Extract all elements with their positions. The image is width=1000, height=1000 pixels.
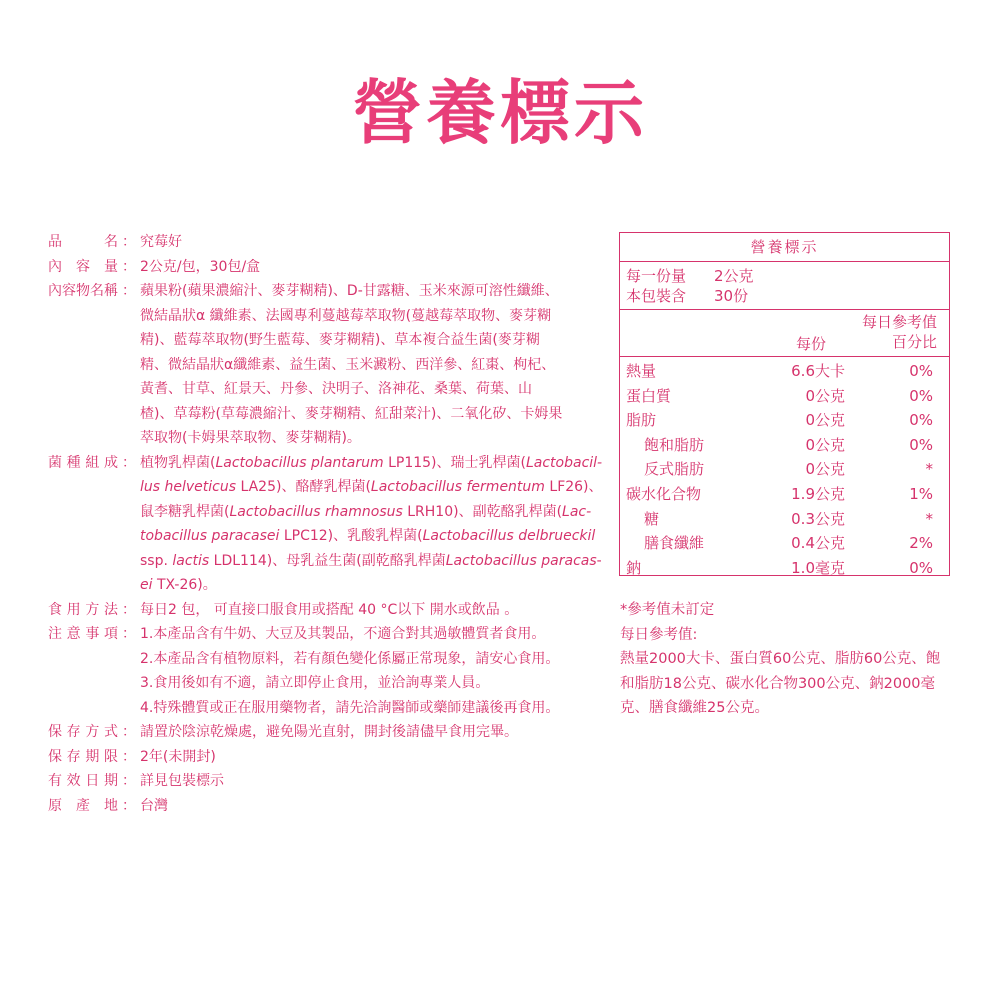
nutrient-daily-percent: 0% (909, 362, 933, 380)
info-value-line: 2.本產品含有植物原料，若有顏色變化係屬正常現象，請安心食用。 (140, 650, 560, 667)
nutrient-daily-percent: * (925, 509, 933, 528)
info-value-line: 精、微結晶狀α纖維素、益生菌、玉米澱粉、西洋參、紅棗、枸杞、 (140, 356, 556, 373)
info-value-line: 2年(未開封) (140, 748, 216, 765)
info-row (48, 769, 608, 794)
info-value-line: tobacillus paracasei LPC12)、乳酸乳桿菌(Lactobacillus delbrueckil (140, 528, 596, 544)
info-colon: ： (122, 724, 136, 740)
info-value-line: 究莓好 (140, 234, 182, 250)
nutrition-row (620, 457, 949, 482)
info-value-line: 詳見包裝標示 (140, 773, 224, 789)
info-value-line: 請置於陰涼乾燥處，避免陽光直射，開封後請儘早食用完畢。 (140, 724, 518, 740)
info-colon: ： (122, 797, 136, 814)
info-row (48, 598, 608, 623)
info-value (140, 279, 608, 451)
info-value-line: 1.本產品含有牛奶、大豆及其製品，不適合對其過敏體質者食用。 (140, 626, 546, 642)
nutrition-table-title: 營養標示 (620, 233, 949, 262)
nutrition-row (620, 482, 949, 507)
info-row (48, 451, 608, 598)
info-colon: ： (122, 601, 136, 618)
nutrient-value: 0.4公克 (791, 534, 845, 553)
info-label: 有效日期 (48, 773, 118, 789)
note-line: 每日參考值: (620, 626, 698, 643)
info-value-line: lus helveticus LA25)、酪酵乳桿菌(Lactobacillus fermentum LF26)、 (140, 479, 603, 495)
info-colon: ： (122, 454, 136, 471)
nutrient-value: 6.6大卡 (791, 362, 845, 380)
nutrition-row (620, 507, 949, 532)
info-value-line: 精)、藍莓萃取物(野生藍莓、麥芽糊精)、草本複合益生菌(麥芽糊 (140, 332, 540, 348)
nutrient-value: 0.3公克 (791, 509, 845, 528)
info-label: 保存方式 (48, 724, 118, 740)
info-value-line: 4.特殊體質或正在服用藥物者，請先洽詢醫師或藥師建議後再食用。 (140, 699, 560, 716)
nutrition-table (619, 232, 950, 576)
info-value (140, 745, 608, 770)
info-value (140, 230, 608, 255)
nutrition-notes (620, 598, 950, 721)
nutrition-header (620, 310, 949, 357)
serving-info (620, 262, 949, 310)
nutrition-row (620, 531, 949, 556)
info-value-line: 植物乳桿菌(Lactobacillus plantarum LP115)、瑞士乳桿菌(Lactobacil- (140, 454, 603, 471)
info-value-line: 鼠李糖乳桿菌(Lactobacillus rhamnosus LRH10)、副乾酪乳桿菌(Lac- (140, 503, 592, 520)
nutrition-row (620, 359, 949, 384)
servings-label: 本包裝含 (626, 287, 687, 305)
info-row (48, 255, 608, 280)
nutrient-daily-percent: 1% (909, 484, 933, 503)
info-value-line: 每日2 包， 可直接口服食用或搭配 40 °C以下 開水或飲品 。 (140, 601, 519, 618)
info-value-line: 楂)、草莓粉(草莓濃縮汁、麥芽糊精、紅甜菜汁)、二氧化矽、卡姆果 (140, 405, 563, 422)
note-line: 熱量2000大卡、蛋白質60公克、脂肪60公克、飽 (620, 651, 941, 667)
nutrient-value: 1.0毫克 (791, 558, 845, 577)
info-label: 注意事項 (48, 626, 118, 642)
info-value-line: 2公克/包，30包/盒 (140, 258, 261, 275)
nutrition-row (620, 433, 949, 458)
nutrient-name: 膳食纖維 (644, 534, 705, 553)
info-value (140, 769, 608, 794)
info-value-line: 台灣 (140, 797, 168, 814)
info-value (140, 598, 608, 623)
info-value (140, 622, 608, 720)
info-label: 原產地 (48, 797, 118, 814)
info-row (48, 279, 608, 451)
info-value (140, 794, 608, 819)
daily-value-header-line-2: 百分比 (891, 333, 937, 351)
serving-value: 2公克 (714, 267, 754, 285)
info-label: 內容量 (48, 258, 118, 275)
info-value (140, 451, 608, 598)
nutrition-row (620, 384, 949, 409)
nutrition-row (620, 556, 949, 581)
per-serving-header: 每份 (796, 335, 827, 353)
info-row (48, 230, 608, 255)
info-colon: ： (122, 773, 136, 789)
info-row (48, 794, 608, 819)
nutrient-daily-percent: 0% (909, 386, 933, 405)
nutrient-name: 熱量 (626, 362, 657, 380)
nutrient-name: 飽和脂肪 (644, 435, 705, 454)
info-value-line: 蘋果粉(蘋果濃縮汁、麥芽糊精)、D-甘露糖、玉米來源可溶性纖維、 (140, 283, 559, 299)
info-colon: ： (122, 258, 136, 275)
nutrition-row (620, 408, 949, 433)
servings-value: 30份 (714, 287, 749, 305)
info-value (140, 720, 608, 745)
info-colon: ： (122, 626, 136, 642)
info-colon: ： (122, 748, 136, 765)
info-value-line: ssp. lactis LDL114)、母乳益生菌(副乾酪乳桿菌Lactobacillus paracas- (140, 552, 602, 569)
serving-label: 每一份量 (626, 267, 687, 285)
nutrient-daily-percent: * (925, 460, 933, 479)
info-value-line: 萃取物(卡姆果萃取物、麥芽糊精)。 (140, 430, 361, 446)
info-label: 品名 (48, 234, 118, 250)
nutrient-value: 0公克 (805, 411, 845, 430)
daily-value-header (862, 312, 937, 352)
info-colon: ： (122, 234, 136, 250)
info-row (48, 720, 608, 745)
info-label: 菌種組成 (48, 454, 118, 471)
info-value-line: 3.食用後如有不適，請立即停止食用，並洽詢專業人員。 (140, 675, 490, 691)
nutrient-name: 脂肪 (626, 411, 657, 430)
info-row (48, 745, 608, 770)
info-value-line: ei TX-26)。 (140, 577, 217, 593)
info-value (140, 255, 608, 280)
nutrient-value: 0公克 (805, 386, 845, 405)
product-info (48, 230, 608, 818)
nutrient-name: 反式脂肪 (644, 460, 705, 479)
page-title: 營養標示 (352, 71, 648, 154)
note-line: 克、膳食纖維25公克。 (620, 700, 769, 716)
nutrient-name: 蛋白質 (626, 386, 672, 405)
nutrient-value: 0公克 (805, 435, 845, 454)
nutrient-daily-percent: 0% (909, 558, 933, 577)
note-line: 和脂肪18公克、碳水化合物300公克、鈉2000毫 (620, 675, 936, 692)
nutrient-daily-percent: 0% (909, 411, 933, 430)
info-label: 內容物名稱 (48, 283, 118, 299)
note-line: *參考值未訂定 (620, 602, 715, 618)
nutrient-daily-percent: 0% (909, 435, 933, 454)
nutrient-value: 1.9公克 (791, 484, 845, 503)
info-label: 保存期限 (48, 748, 118, 765)
daily-value-header-line-1: 每日參考值 (861, 313, 937, 331)
info-value-line: 黃耆、甘草、紅景天、丹參、決明子、洛神花、桑葉、荷葉、山 (140, 381, 532, 397)
info-label: 食用方法 (48, 601, 118, 618)
info-colon: ： (122, 283, 136, 299)
nutrient-daily-percent: 2% (909, 534, 933, 553)
nutrient-value: 0公克 (805, 460, 845, 479)
nutrient-name: 鈉 (626, 558, 642, 577)
nutrition-rows (620, 357, 949, 580)
info-value-line: 微結晶狀α 纖維素、法國專利蔓越莓萃取物(蔓越莓萃取物、麥芽糊 (140, 307, 552, 324)
info-row (48, 622, 608, 720)
nutrient-name: 糖 (644, 509, 660, 528)
nutrient-name: 碳水化合物 (626, 484, 702, 503)
